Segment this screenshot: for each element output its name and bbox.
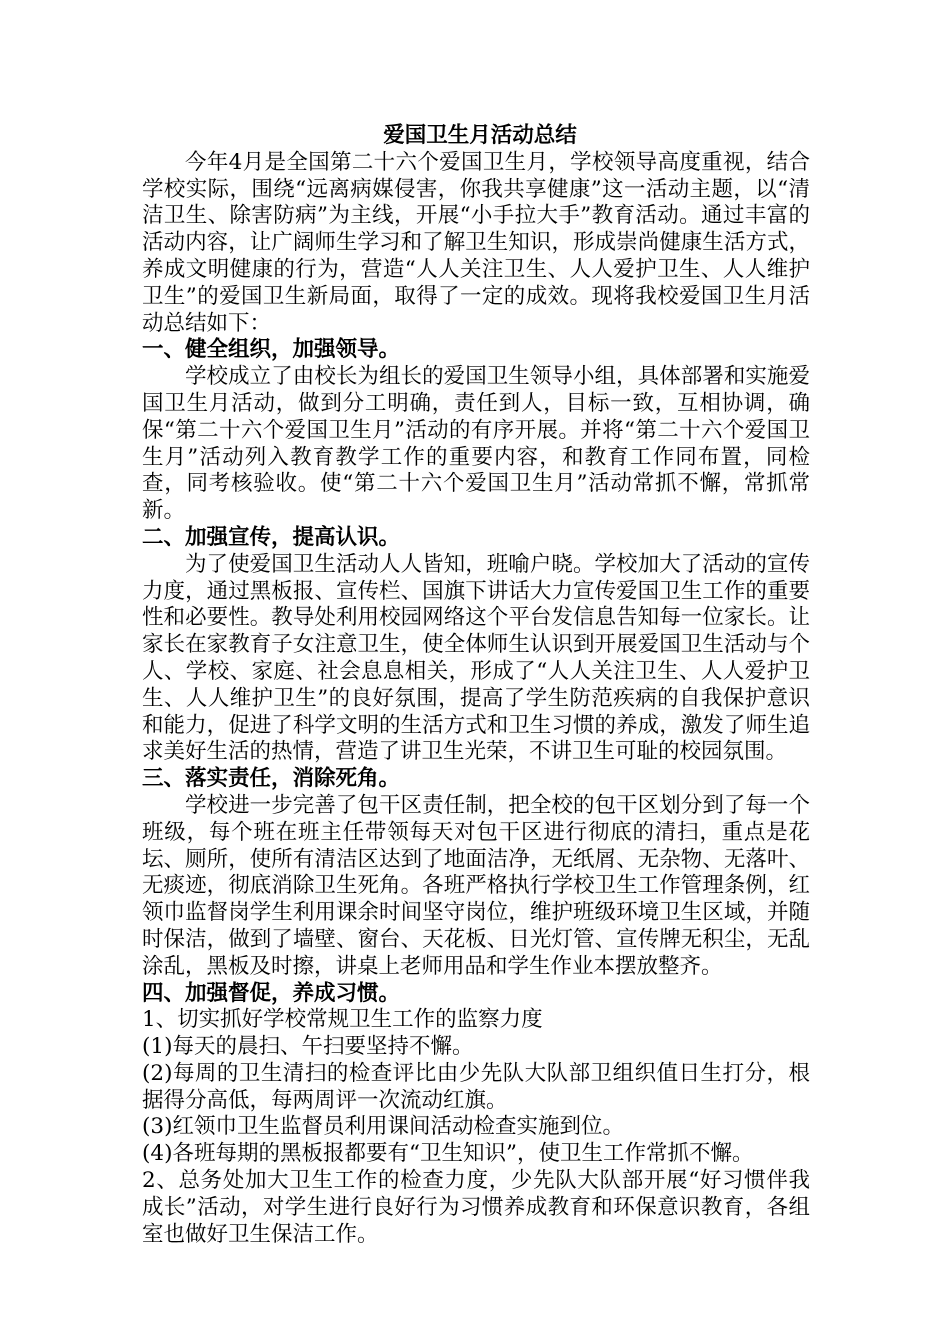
list-item: (1)每天的晨扫、午扫要坚持不懈。 — [142, 1034, 474, 1060]
list-item: (3)红领巾卫生监督员利用课间活动检查实施到位。 — [142, 1114, 624, 1140]
list-item: 2、总务处加大卫生工作的检查力度，少先队大队部开展“好习惯伴我成长”活动，对学生进行良好行为习惯养成教育和环保意识教育，各组室也做好卫生保洁工作。 — [142, 1168, 810, 1247]
list-item: (2)每周的卫生清扫的检查评比由少先队大队部卫组织值日生打分，根据得分高低，每两周评一次流动红旗。 — [142, 1060, 810, 1113]
document-page — [142, 123, 810, 1248]
section-body-3: 学校进一步完善了包干区责任制，把全校的包干区划分到了每一个班级，每个班在班主任带领每天对包干区进行彻底的清扫，重点是花坛、厕所，使所有清洁区达到了地面洁净，无纸屑、无杂物、无落叶、无痰迹，彻底消除卫生死角。各班严格执行学校卫生工作管理条例，红领巾监督岗学生利用课余时间坚守岗位，维护班级环境卫生区域，并随时保洁，做到了墙壁、窗台、天花板、日光灯管、宣传牌无积尘，无乱涂乱，黑板及时擦，讲桌上老师用品和学生作业本摆放整齐。 — [142, 792, 810, 979]
section-heading-3: 三、落实责任，消除死角。 — [142, 766, 401, 792]
intro-paragraph: 今年4月是全国第二十六个爱国卫生月，学校领导高度重视，结合学校实际，围绕“远离病媒侵害，你我共享健康”这一活动主题，以“清洁卫生、除害防病”为主线，开展“小手拉大手”教育活动。通过丰富的活动内容，让广阔师生学习和了解卫生知识，形成崇尚健康生活方式，养成文明健康的行为，营造“人人关注卫生、人人爱护卫生、人人维护卫生”的爱国卫生新局面，取得了一定的成效。现将我校爱国卫生月活动总结如下： — [142, 149, 810, 336]
document-title: 爱国卫生月活动总结 — [383, 123, 577, 148]
section-heading-1: 一、健全组织，加强领导。 — [142, 337, 401, 363]
list-item: (4)各班每期的黑板报都要有“卫生知识”，使卫生工作常抓不懈。 — [142, 1141, 754, 1167]
section-heading-4: 四、加强督促，养成习惯。 — [142, 980, 401, 1006]
section-body-2: 为了使爱国卫生活动人人皆知，班喻户晓。学校加大了活动的宣传力度，通过黑板报、宣传栏、国旗下讲话大力宣传爱国卫生工作的重要性和必要性。教导处利用校园网络这个平台发信息告知每一位家长。让家长在家教育子女注意卫生，使全体师生认识到开展爱国卫生活动与个人、学校、家庭、社会息息相关，形成了“人人关注卫生、人人爱护卫生、人人维护卫生”的良好氛围，提高了学生防范疾病的自我保护意识和能力，促进了科学文明的生活方式和卫生习惯的养成，激发了师生追求美好生活的热情，营造了讲卫生光荣，不讲卫生可耻的校园氛围。 — [142, 551, 810, 765]
section-body-1: 学校成立了由校长为组长的爱国卫生领导小组，具体部署和实施爱国卫生月活动，做到分工明确，责任到人，目标一致，互相协调，确保“第二十六个爱国卫生月”活动的有序开展。并将“第二十六个爱国卫生月”活动列入教育教学工作的重要内容，和教育工作同布置，同检查，同考核验收。使“第二十六个爱国卫生月”活动常抓不懈，常抓常新。 — [142, 364, 810, 524]
list-item: 1、切实抓好学校常规卫生工作的监察力度 — [142, 1007, 543, 1033]
section-heading-2: 二、加强宣传，提高认识。 — [142, 524, 401, 550]
